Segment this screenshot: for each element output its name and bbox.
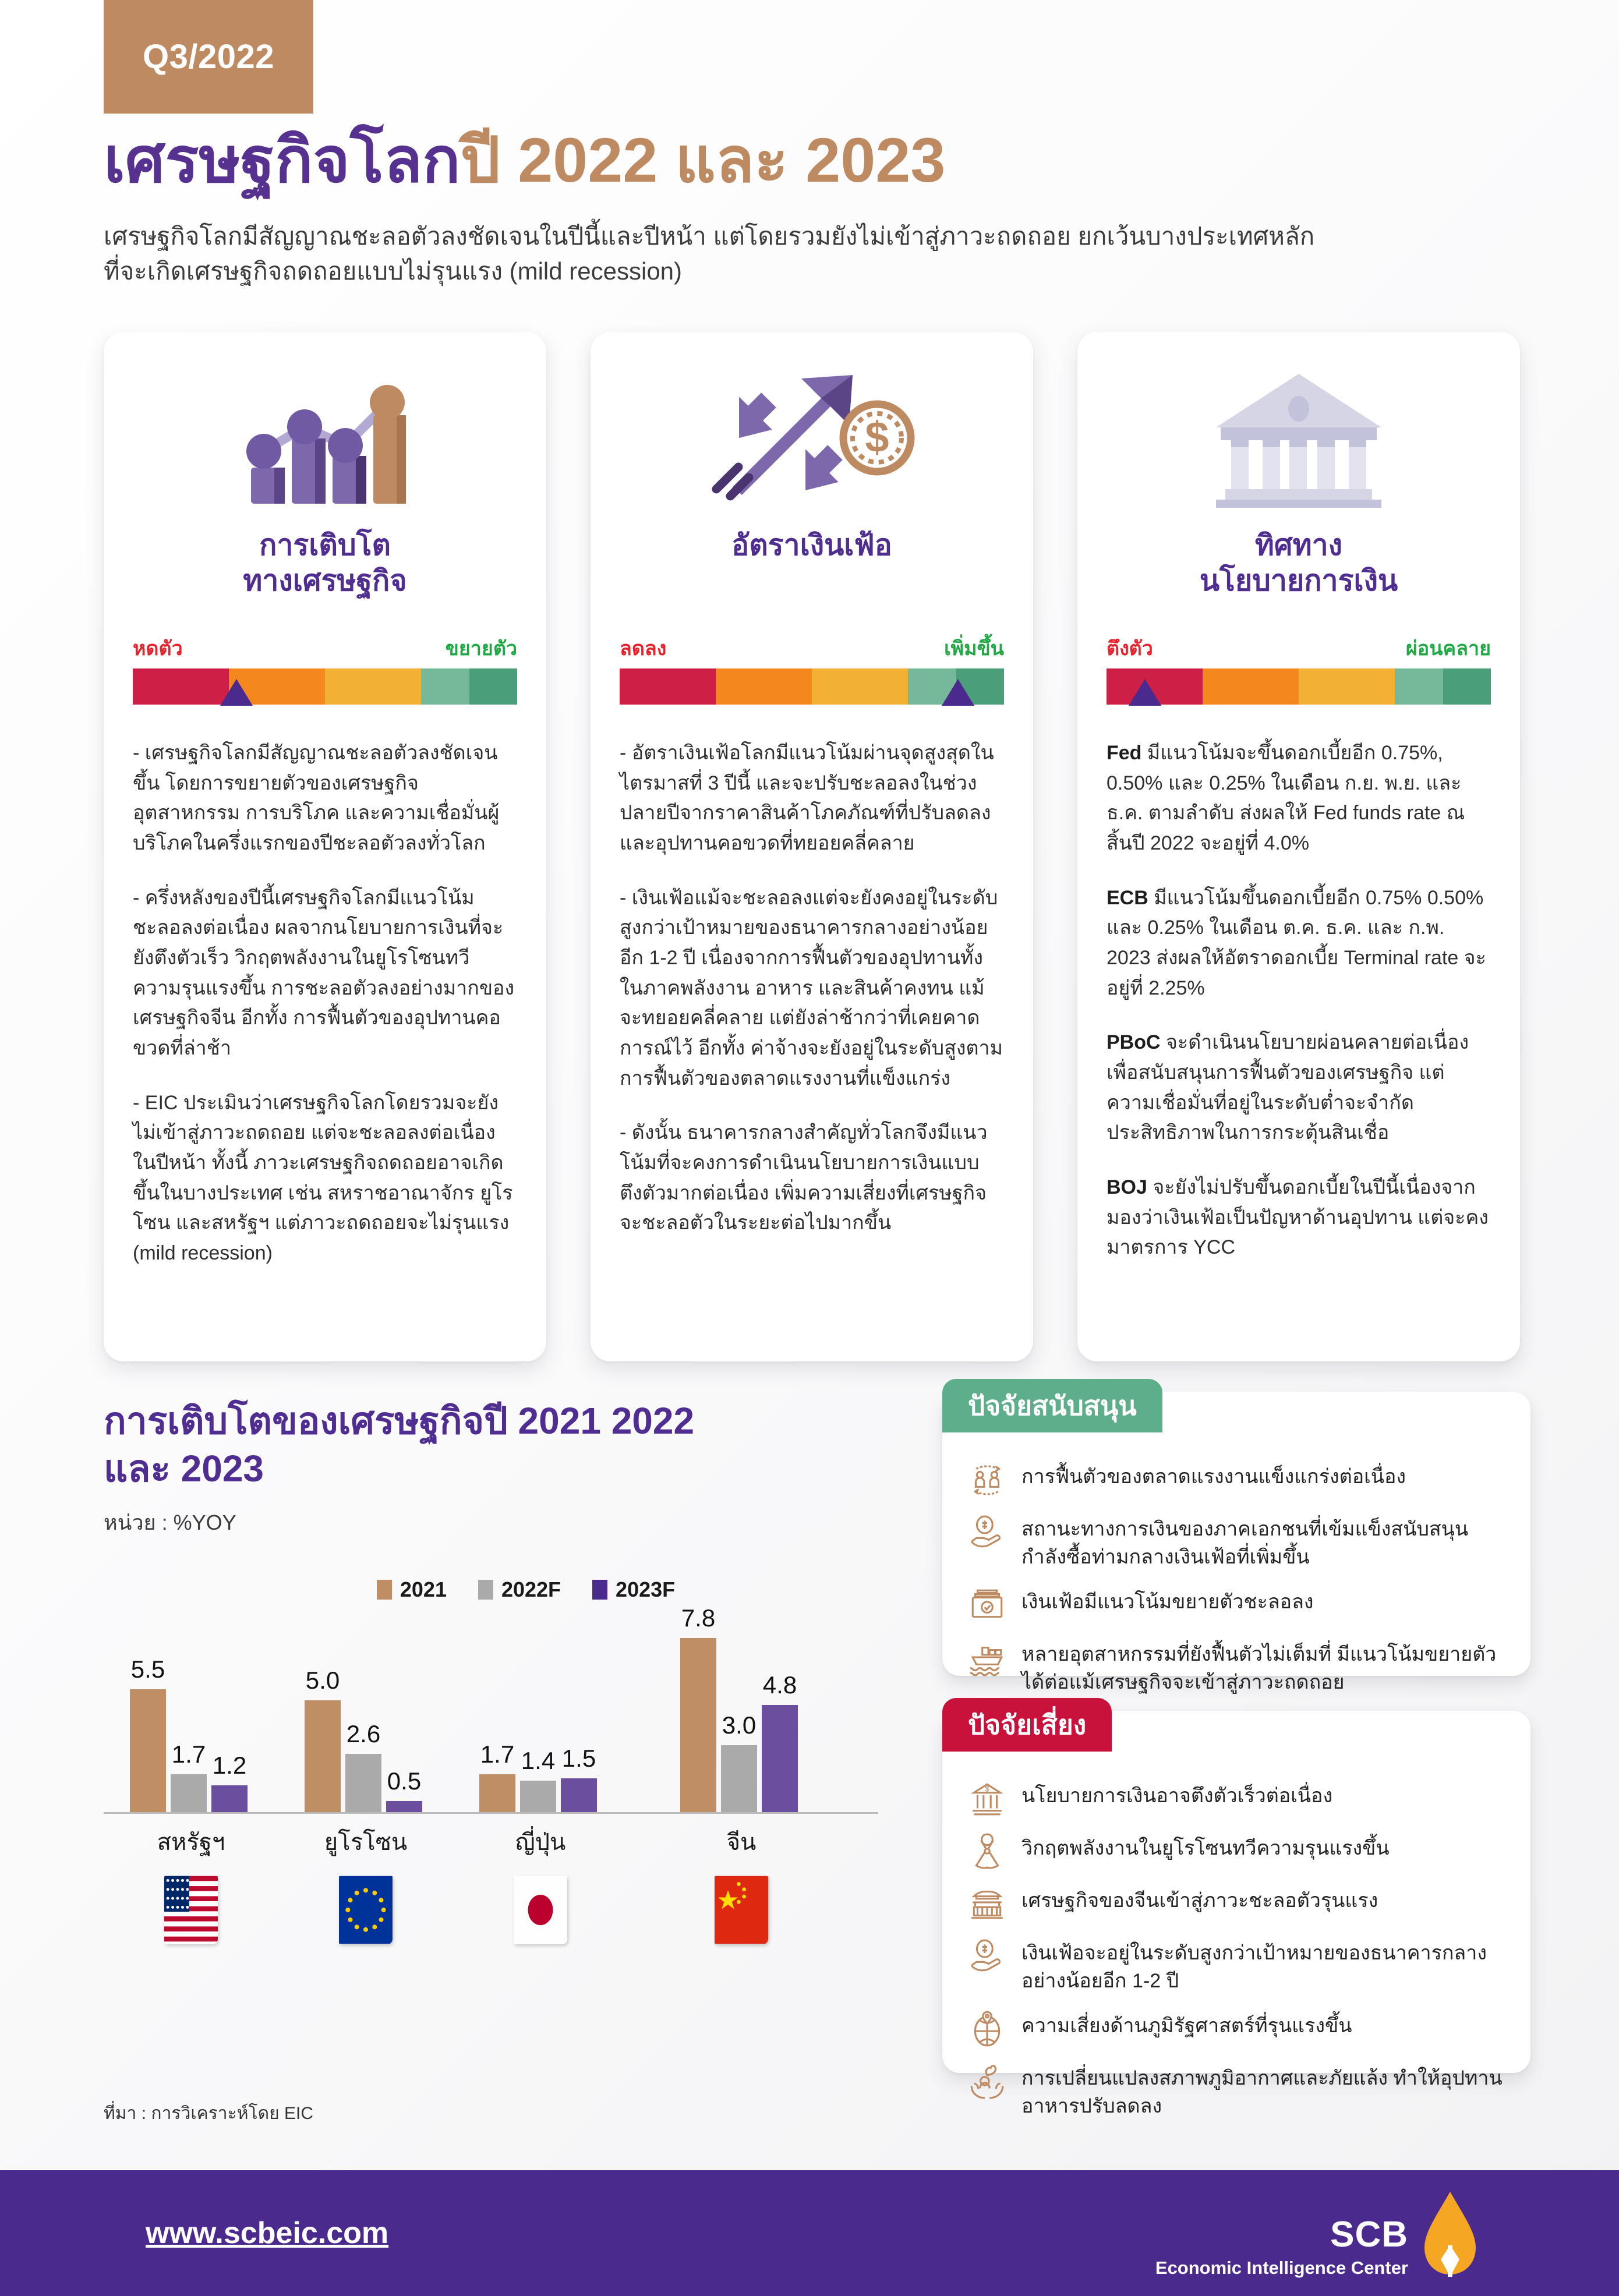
bar — [171, 1740, 207, 1812]
legend-item-2023f — [592, 1577, 675, 1602]
x-axis-category — [453, 1823, 628, 1944]
chart-title — [104, 1398, 826, 1493]
svg-text:$: $ — [985, 1784, 989, 1793]
list-item-label: ความเสี่ยงด้านภูมิรัฐศาสตร์ที่รุนแรงขึ้น — [1021, 2014, 1352, 2037]
bar-value-label: 7.8 — [681, 1604, 716, 1632]
card-body-monetary-policy — [1107, 738, 1491, 1263]
x-axis-label: จีน — [726, 1829, 757, 1855]
hand-coin-icon — [968, 1937, 1006, 1975]
page-subtitle-line-2: ที่จะเกิดเศรษฐกิจถดถอยแบบไม่รุนแรง (mild recession) — [104, 257, 683, 285]
legend-item-2022f — [478, 1577, 561, 1602]
quarter-badge-label: Q3/2022 — [142, 38, 274, 76]
gauge-inflation — [620, 632, 1004, 705]
gauge-track — [133, 668, 517, 705]
bar-value-label: 1.7 — [171, 1740, 206, 1768]
brand-subtitle: Economic Intelligence Center — [1155, 2258, 1408, 2278]
card-paragraph: BOJ จะยังไม่ปรับขึ้นดอกเบี้ยในปีนี้เนื่องจากมองว่าเงินเฟ้อเป็นปัญหาด้านอุปทาน แต่จะคงมาตรการ YCC — [1107, 1176, 1489, 1259]
bar — [520, 1747, 556, 1812]
climate-hands-icon — [968, 2062, 1006, 2100]
list-item-label: สถานะทางการเงินของภาคเอกชนที่เข้มแข็งสนับสนุนกำลังซื้อท่ามกลางเงินเฟ้อที่เพิ่มขึ้น — [1021, 1518, 1469, 1569]
banknote-check-icon — [968, 1586, 1006, 1624]
bar — [386, 1767, 422, 1812]
bank-dollar-icon — [968, 1780, 1006, 1818]
bar-chart-growth-icon — [133, 355, 517, 524]
bar — [130, 1655, 166, 1812]
list-item — [968, 1832, 1504, 1870]
chart-legend — [104, 1577, 913, 1602]
page-footer — [0, 2170, 1619, 2296]
legend-label: 2023F — [616, 1577, 676, 1601]
chart-title-line-2: และ 2023 — [104, 1447, 264, 1490]
x-axis-category — [654, 1823, 829, 1944]
card-monetary-policy — [1077, 332, 1520, 1361]
bar-value-label: 1.2 — [212, 1751, 247, 1779]
cargo-ship-icon — [968, 1638, 1006, 1676]
legend-item-2021 — [377, 1577, 447, 1602]
legend-label: 2022F — [501, 1577, 561, 1601]
page-subtitle — [104, 219, 1472, 288]
bar-value-label: 3.0 — [722, 1711, 757, 1739]
gauge-low-label: ตึงตัว — [1107, 638, 1153, 660]
card-title-economic-growth — [133, 528, 517, 604]
page-title-thai: เศรษฐกิจโลก — [104, 125, 461, 195]
bar — [680, 1604, 716, 1812]
bar-group — [130, 1655, 248, 1812]
page-title — [104, 127, 1443, 193]
bank-building-icon — [1107, 355, 1491, 524]
list-item — [968, 1937, 1504, 1996]
svg-text:$: $ — [865, 413, 889, 461]
card-paragraph: - เงินเฟ้อแม้จะชะลอลงแต่จะยังคงอยู่ในระดับสูงกว่าเป้าหมายของธนาคารกลางอย่างน้อยอีก 1-2 ปี เนื่องจากการฟื้นตัวของอุปทานทั้งในภาคพลังงาน อาหาร และสินค้าคงทน แม้จะทยอยคลี่คลาย แต่ยังล่าช้ากว่าที่เคยคาดการณ์ไว้ อีกทั้ง ค่าจ้างจะยังอยู่ในระดับสูงตามการฟื้นตัวของตลาดแรงงานที่แข็งแกร่ง — [620, 886, 1003, 1089]
gauge-track — [1107, 668, 1491, 705]
card-paragraph: - อัตราเงินเฟ้อโลกมีแนวโน้มผ่านจุดสูงสุดในไตรมาสที่ 3 ปีนี้ และจะปรับชะลอลงในช่วงปลายปีจากราคาสินค้าโภคภัณฑ์ที่ปรับลดลงและอุปทานคอขวดที่ทยอยคลี่คลาย — [620, 742, 994, 855]
gauge-low-label: หดตัว — [133, 638, 183, 660]
gauge-needle — [942, 679, 974, 706]
list-item-label: เงินเฟ้อมีแนวโน้มขยายตัวชะลอลง — [1021, 1590, 1314, 1613]
bar — [479, 1740, 515, 1812]
list-item — [968, 1638, 1504, 1697]
bar-group — [479, 1740, 597, 1812]
list-item-label: หลายอุตสาหกรรมที่ยังฟื้นตัวไม่เต็มที่ มีแนวโน้มขยายตัวได้ต่อแม้เศรษฐกิจจะเข้าสู่ภาวะถดถอย — [1021, 1643, 1497, 1693]
card-title-inflation — [620, 528, 1004, 604]
card-title-line-1: ทิศทาง — [1254, 529, 1343, 561]
bar — [561, 1745, 597, 1812]
bar-value-label: 4.8 — [762, 1671, 797, 1699]
scb-flame-icon — [1421, 2189, 1479, 2277]
list-item — [968, 1586, 1504, 1624]
card-paragraph: - ดังนั้น ธนาคารกลางสำคัญทั่วโลกจึงมีแนวโน้มที่จะคงการดำเนินนโยบายการเงินแบบตึงตัวมากต่อเนื่อง เพิ่มความเสี่ยงที่เศรษฐกิจจะชะลอตัวในระยะต่อไปมากขึ้น — [620, 1122, 988, 1234]
x-axis-category — [278, 1823, 453, 1944]
quarter-badge — [104, 0, 313, 114]
bar-value-label: 5.5 — [130, 1655, 165, 1683]
us-flag — [164, 1876, 218, 1944]
gauge-high-label: ขยายตัว — [445, 638, 517, 660]
card-inflation — [591, 332, 1033, 1361]
page-title-years: ปี 2022 และ 2023 — [460, 125, 946, 195]
list-item — [968, 2062, 1504, 2121]
page-subtitle-line-1: เศรษฐกิจโลกมีสัญญาณชะลอตัวลงชัดเจนในปีนี้และปีหน้า แต่โดยรวมยังไม่เข้าสู่ภาวะถดถอย ยกเว้นบางประเทศหลัก — [104, 222, 1315, 250]
list-item-label: เงินเฟ้อจะอยู่ในระดับสูงกว่าเป้าหมายของธนาคารกลางอย่างน้อยอีก 1-2 ปี — [1021, 1942, 1487, 1993]
chart-unit-label: หน่วย : %YOY — [104, 1510, 236, 1534]
bar-value-label: 1.5 — [561, 1745, 596, 1773]
support-panel-tab-label: ปัจจัยสนับสนุน — [968, 1390, 1137, 1421]
bar-value-label: 0.5 — [387, 1767, 422, 1795]
china-temple-icon — [968, 1884, 1006, 1923]
card-paragraph: - EIC ประเมินว่าเศรษฐกิจโลกโดยรวมจะยังไม่เข้าสู่ภาวะถดถอย แต่จะชะลอลงต่อเนื่องในปีหน้า ทั้งนี้ ภาวะเศรษฐกิจถดถอยอาจเกิดขึ้นในบางประเทศ เช่น สหราชอาณาจักร ยูโรโซน และสหรัฐฯ แต่ภาวะถดถอยจะไม่รุนแรง (mild recession) — [133, 1091, 513, 1265]
list-item-label: วิกฤตพลังงานในยูโรโซนทวีความรุนแรงขึ้น — [1021, 1837, 1390, 1859]
bar-value-label: 1.7 — [480, 1740, 515, 1768]
gauge-low-label: ลดลง — [620, 638, 667, 660]
x-axis-label: ยูโรโซน — [324, 1829, 408, 1855]
list-item-label: การเปลี่ยนแปลงสภาพภูมิอากาศและภัยแล้ง ทำให้อุปทานอาหารปรับลดลง — [1021, 2067, 1503, 2117]
nuclear-energy-icon — [968, 1832, 1006, 1870]
bar — [305, 1666, 341, 1812]
support-factors-list — [942, 1392, 1530, 1696]
card-paragraph: - เศรษฐกิจโลกมีสัญญาณชะลอตัวลงชัดเจนขึ้น โดยการขยายตัวของเศรษฐกิจ อุตสาหกรรม การบริโภค และความเชื่อมั่นผู้บริโภคในครึ่งแรกของปีชะลอตัวลงทั่วโลก — [133, 742, 500, 855]
list-item — [968, 1460, 1504, 1499]
risk-panel-tab-label: ปัจจัยเสี่ยง — [968, 1709, 1087, 1740]
gauge-high-label: ผ่อนคลาย — [1405, 638, 1491, 660]
chart-plot-area — [104, 1604, 878, 1814]
card-title-line-1: อัตราเงินเฟ้อ — [731, 529, 892, 561]
scb-logo — [1155, 2189, 1479, 2277]
chart-title-line-1: การเติบโตของเศรษฐกิจปี 2021 2022 — [104, 1400, 695, 1442]
list-item-label: การฟื้นตัวของตลาดแรงงานแข็งแกร่งต่อเนื่อง — [1021, 1466, 1406, 1488]
card-paragraph: ECB มีแนวโน้มขึ้นดอกเบี้ยอีก 0.75% 0.50% และ 0.25% ในเดือน ต.ค. ธ.ค. และ ก.พ. 2023 ส่งผลให้อัตราดอกเบี้ย Terminal rate จะอยู่ที่ 2.25% — [1107, 886, 1486, 999]
gauge-needle — [1129, 679, 1161, 706]
support-factors-panel — [942, 1390, 1530, 1693]
chart-source: ที่มา : การวิเคราะห์โดย EIC — [104, 2104, 314, 2123]
bar-value-label: 1.4 — [521, 1747, 556, 1775]
cn-flag — [715, 1876, 768, 1944]
list-item — [968, 1513, 1504, 1572]
bar-group — [305, 1666, 422, 1812]
website-link[interactable]: www.scbeic.com — [146, 2216, 389, 2250]
summary-cards — [104, 332, 1519, 1363]
hand-coin-icon — [968, 1513, 1006, 1551]
card-paragraph: PBoC จะดำเนินนโยบายผ่อนคลายต่อเนื่องเพื่อสนับสนุนการฟื้นตัวของเศรษฐกิจ แต่ความเชื่อมั่นที่อยู่ในระดับต่ำจะจำกัดประสิทธิภาพในการกระตุ้นสินเชื่อ — [1107, 1031, 1469, 1144]
risk-factors-list — [942, 1711, 1530, 2120]
card-paragraph: - ครึ่งหลังของปีนี้เศรษฐกิจโลกมีแนวโน้มชะลอลงต่อเนื่อง ผลจากนโยบายการเงินที่จะยังตึงตัวเร็ว วิกฤตพลังงานในยูโรโซนทวีความรุนแรงขึ้น การชะลอตัวลงอย่างมากของเศรษฐกิจจีน อีกทั้ง การฟื้นตัวของอุปทานคอขวดที่ล่าช้า — [133, 886, 515, 1060]
bar — [762, 1671, 798, 1812]
people-exchange-icon — [968, 1460, 1006, 1499]
chart-x-axis — [104, 1823, 878, 1975]
gauge-economic-growth — [133, 632, 517, 705]
bar — [345, 1720, 381, 1812]
support-panel-tab — [942, 1379, 1162, 1432]
card-body-economic-growth — [133, 738, 517, 1269]
list-item-label: นโยบายการเงินอาจตึงตัวเร็วต่อเนื่อง — [1021, 1785, 1333, 1807]
growth-chart — [104, 1398, 913, 1975]
gauge-needle — [220, 679, 253, 706]
list-item-label: เศรษฐกิจของจีนเข้าสู่ภาวะชะลอตัวรุนแรง — [1021, 1890, 1378, 1912]
list-item — [968, 2010, 1504, 2048]
x-axis-label: สหรัฐฯ — [157, 1829, 225, 1855]
bar — [721, 1711, 757, 1812]
card-economic-growth — [104, 332, 546, 1361]
bar-value-label: 2.6 — [346, 1720, 381, 1748]
jp-flag — [514, 1876, 567, 1944]
risk-factors-panel — [942, 1709, 1530, 2117]
gauge-high-label: เพิ่มขึ้น — [944, 638, 1004, 660]
card-title-line-1: การเติบโต — [259, 529, 391, 561]
bar — [211, 1751, 248, 1812]
card-body-inflation — [620, 738, 1004, 1239]
gauge-track — [620, 668, 1004, 705]
risk-panel-tab — [942, 1698, 1112, 1752]
legend-label: 2021 — [400, 1577, 447, 1601]
bar-value-label: 5.0 — [305, 1666, 340, 1694]
list-item — [968, 1780, 1504, 1818]
card-title-monetary-policy — [1107, 528, 1491, 604]
eu-flag — [339, 1876, 393, 1944]
list-item — [968, 1884, 1504, 1923]
card-paragraph: Fed มีแนวโน้มจะขึ้นดอกเบี้ยอีก 0.75%, 0.50% และ 0.25% ในเดือน ก.ย. พ.ย. และ ธ.ค. ตามลำดับ ส่งผลให้ Fed funds rate ณ สิ้นปี 2022 จะอยู่ที่ 4.0% — [1107, 742, 1465, 855]
globe-pin-icon — [968, 2010, 1006, 2048]
bar-group — [680, 1604, 798, 1812]
card-title-line-2: นโยบายการเงิน — [1199, 564, 1398, 597]
x-axis-category — [104, 1823, 278, 1944]
brand-name: SCB — [1330, 2214, 1408, 2255]
x-axis-label: ญี่ปุ่น — [515, 1829, 566, 1855]
gauge-monetary-policy — [1107, 632, 1491, 705]
card-title-line-2: ทางเศรษฐกิจ — [243, 564, 407, 597]
arrows-up-coin-icon — [620, 355, 1004, 524]
